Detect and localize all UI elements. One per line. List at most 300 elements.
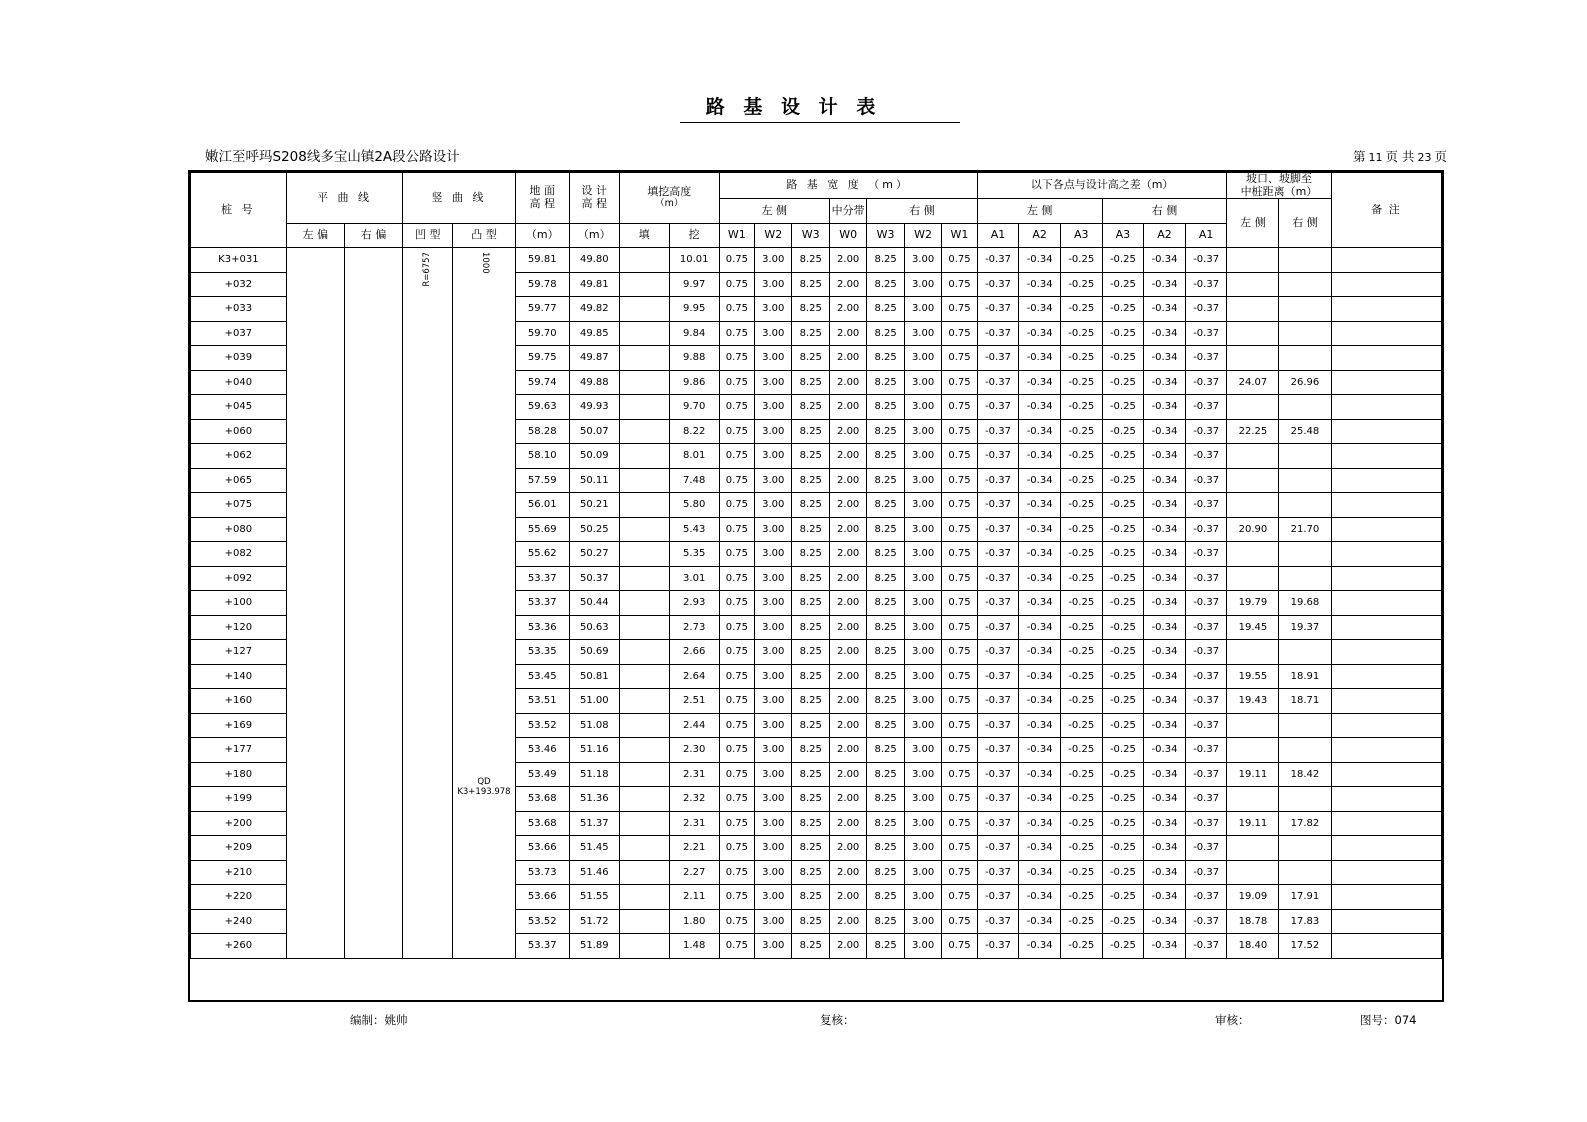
cell-w0: 2.00 (829, 811, 866, 836)
cell-remark (1331, 934, 1442, 959)
cell-la1: -0.37 (977, 566, 1019, 591)
cell-left-bias (286, 248, 344, 959)
th-w0: W0 (829, 223, 866, 248)
cell-stake: +177 (191, 738, 287, 763)
cell-remark (1331, 542, 1442, 567)
th-left-bias: 左 偏 (286, 223, 344, 248)
footer-compiler: 编制：姚帅 (350, 1013, 408, 1027)
cell-ra1: -0.37 (1185, 517, 1227, 542)
cell-lw2: 3.00 (755, 346, 792, 371)
th-plan-curve: 平 曲 线 (286, 173, 403, 224)
cell-ra3: -0.25 (1102, 321, 1144, 346)
cell-w0: 2.00 (829, 934, 866, 959)
page-number-info (1353, 147, 1447, 165)
cell-cut: 2.30 (669, 738, 719, 763)
cell-rw2: 3.00 (904, 860, 941, 885)
cell-slope-left (1227, 836, 1279, 861)
cell-lw3: 8.25 (792, 542, 829, 567)
cell-la1: -0.37 (977, 836, 1019, 861)
cell-rw2: 3.00 (904, 468, 941, 493)
cell-rw1: 0.75 (942, 395, 977, 420)
cell-rw3: 8.25 (867, 787, 904, 812)
cell-ra3: -0.25 (1102, 297, 1144, 322)
cell-stake: +032 (191, 272, 287, 297)
cell-slope-right (1279, 713, 1331, 738)
cell-rw1: 0.75 (942, 419, 977, 444)
cell-ground: 53.35 (515, 640, 569, 665)
th-la3: A3 (1060, 223, 1102, 248)
cell-la3: -0.25 (1060, 591, 1102, 616)
cell-ra1: -0.37 (1185, 542, 1227, 567)
cell-ground: 53.49 (515, 762, 569, 787)
cell-ground: 59.63 (515, 395, 569, 420)
cell-ground: 55.62 (515, 542, 569, 567)
cell-fill (619, 444, 669, 469)
cell-ra1: -0.37 (1185, 468, 1227, 493)
cell-slope-right (1279, 395, 1331, 420)
th-convex: 凸 型 (453, 223, 515, 248)
cell-la3: -0.25 (1060, 787, 1102, 812)
roadbed-design-table (190, 172, 1442, 959)
cell-la3: -0.25 (1060, 738, 1102, 763)
cell-slope-right: 17.82 (1279, 811, 1331, 836)
cell-ra1: -0.37 (1185, 566, 1227, 591)
page-mid: 页 共 (1385, 149, 1415, 164)
cell-la1: -0.37 (977, 591, 1019, 616)
cell-rw2: 3.00 (904, 346, 941, 371)
cell-w0: 2.00 (829, 860, 866, 885)
cell-lw2: 3.00 (755, 689, 792, 714)
cell-ra3: -0.25 (1102, 591, 1144, 616)
cell-lw2: 3.00 (755, 444, 792, 469)
cell-la3: -0.25 (1060, 811, 1102, 836)
cell-lw3: 8.25 (792, 248, 829, 273)
cell-la1: -0.37 (977, 811, 1019, 836)
cell-stake: +039 (191, 346, 287, 371)
cell-la1: -0.37 (977, 468, 1019, 493)
header-row-1 (191, 173, 1442, 199)
th-subgrade-width: 路 基 宽 度 （m） (719, 173, 977, 199)
cell-cut: 5.80 (669, 493, 719, 518)
cell-lw1: 0.75 (719, 909, 754, 934)
cell-design: 51.46 (569, 860, 619, 885)
cell-ra1: -0.37 (1185, 689, 1227, 714)
cell-ground: 53.37 (515, 591, 569, 616)
cell-remark (1331, 836, 1442, 861)
cell-lw3: 8.25 (792, 640, 829, 665)
cell-lw3: 8.25 (792, 566, 829, 591)
cell-lw3: 8.25 (792, 517, 829, 542)
footer-reviewer: 审核： (1215, 1013, 1250, 1027)
cell-ra2: -0.34 (1144, 713, 1186, 738)
cell-rw3: 8.25 (867, 713, 904, 738)
cell-ground: 59.70 (515, 321, 569, 346)
cell-stake: +080 (191, 517, 287, 542)
cell-lw3: 8.25 (792, 468, 829, 493)
cell-stake: +033 (191, 297, 287, 322)
cell-la2: -0.34 (1019, 885, 1061, 910)
cell-rw2: 3.00 (904, 836, 941, 861)
cell-slope-left: 19.79 (1227, 591, 1279, 616)
cell-ground: 55.69 (515, 517, 569, 542)
cell-right-bias (345, 248, 403, 959)
cell-ra1: -0.37 (1185, 321, 1227, 346)
cell-w0: 2.00 (829, 615, 866, 640)
cell-remark (1331, 321, 1442, 346)
cell-slope-right: 17.83 (1279, 909, 1331, 934)
cell-remark (1331, 615, 1442, 640)
cell-la2: -0.34 (1019, 248, 1061, 273)
cell-lw1: 0.75 (719, 615, 754, 640)
cell-slope-right (1279, 444, 1331, 469)
cell-ra1: -0.37 (1185, 248, 1227, 273)
cell-ground: 59.78 (515, 272, 569, 297)
cell-convex-curve (453, 248, 515, 959)
cell-rw3: 8.25 (867, 640, 904, 665)
cell-slope-left (1227, 248, 1279, 273)
cell-rw3: 8.25 (867, 248, 904, 273)
cell-lw2: 3.00 (755, 566, 792, 591)
cell-la1: -0.37 (977, 615, 1019, 640)
cell-rw1: 0.75 (942, 934, 977, 959)
th-ground-elev: 地 面 高 程 (515, 173, 569, 224)
cell-design: 50.69 (569, 640, 619, 665)
cell-ra2: -0.34 (1144, 664, 1186, 689)
cell-la2: -0.34 (1019, 640, 1061, 665)
cell-remark (1331, 444, 1442, 469)
cell-ra2: -0.34 (1144, 811, 1186, 836)
cell-ra1: -0.37 (1185, 591, 1227, 616)
cell-w0: 2.00 (829, 566, 866, 591)
cell-lw2: 3.00 (755, 591, 792, 616)
cell-ra1: -0.37 (1185, 885, 1227, 910)
cell-rw2: 3.00 (904, 542, 941, 567)
cell-la1: -0.37 (977, 517, 1019, 542)
cell-w0: 2.00 (829, 395, 866, 420)
cell-fill (619, 517, 669, 542)
cell-la1: -0.37 (977, 444, 1019, 469)
cell-cut: 9.95 (669, 297, 719, 322)
cell-cut: 9.84 (669, 321, 719, 346)
cell-slope-right: 18.42 (1279, 762, 1331, 787)
current-page: 11 (1368, 151, 1383, 164)
cell-slope-right (1279, 566, 1331, 591)
cell-lw1: 0.75 (719, 272, 754, 297)
cell-design: 49.81 (569, 272, 619, 297)
cell-la1: -0.37 (977, 885, 1019, 910)
cell-ground: 53.66 (515, 836, 569, 861)
cell-slope-right: 25.48 (1279, 419, 1331, 444)
cell-slope-right: 19.68 (1279, 591, 1331, 616)
cell-lw3: 8.25 (792, 836, 829, 861)
cell-stake: +140 (191, 664, 287, 689)
cell-la2: -0.34 (1019, 664, 1061, 689)
cell-la3: -0.25 (1060, 272, 1102, 297)
cell-ra2: -0.34 (1144, 909, 1186, 934)
cell-la3: -0.25 (1060, 517, 1102, 542)
cell-ra2: -0.34 (1144, 860, 1186, 885)
cell-lw3: 8.25 (792, 419, 829, 444)
cell-w0: 2.00 (829, 689, 866, 714)
cell-lw3: 8.25 (792, 934, 829, 959)
cell-ra2: -0.34 (1144, 542, 1186, 567)
th-cut: 挖 (669, 223, 719, 248)
cell-lw1: 0.75 (719, 738, 754, 763)
cell-slope-right (1279, 321, 1331, 346)
cell-la3: -0.25 (1060, 542, 1102, 567)
cell-rw1: 0.75 (942, 909, 977, 934)
cell-cut: 2.93 (669, 591, 719, 616)
cell-fill (619, 934, 669, 959)
cell-stake: +045 (191, 395, 287, 420)
cell-ra3: -0.25 (1102, 346, 1144, 371)
cell-rw3: 8.25 (867, 272, 904, 297)
cell-ra3: -0.25 (1102, 370, 1144, 395)
cell-ra2: -0.34 (1144, 297, 1186, 322)
cell-lw1: 0.75 (719, 542, 754, 567)
cell-la2: -0.34 (1019, 346, 1061, 371)
cell-la3: -0.25 (1060, 395, 1102, 420)
cell-cut: 2.21 (669, 836, 719, 861)
th-rw3: W3 (867, 223, 904, 248)
cell-design: 51.36 (569, 787, 619, 812)
th-diff-left: 左 侧 (977, 199, 1102, 224)
cell-fill (619, 542, 669, 567)
cell-ra2: -0.34 (1144, 321, 1186, 346)
cell-ra2: -0.34 (1144, 370, 1186, 395)
cell-la3: -0.25 (1060, 860, 1102, 885)
cell-ra2: -0.34 (1144, 493, 1186, 518)
cell-ra3: -0.25 (1102, 517, 1144, 542)
cell-fill (619, 395, 669, 420)
cell-la1: -0.37 (977, 762, 1019, 787)
cell-la1: -0.37 (977, 713, 1019, 738)
th-slope-left: 左 侧 (1227, 199, 1279, 248)
cell-ground: 53.68 (515, 811, 569, 836)
cell-lw2: 3.00 (755, 885, 792, 910)
cell-stake: +120 (191, 615, 287, 640)
cell-slope-left: 20.90 (1227, 517, 1279, 542)
cell-stake: +092 (191, 566, 287, 591)
cell-cut: 2.27 (669, 860, 719, 885)
cell-cut: 10.01 (669, 248, 719, 273)
cell-fill (619, 909, 669, 934)
cell-stake: +082 (191, 542, 287, 567)
cell-w0: 2.00 (829, 346, 866, 371)
cell-lw3: 8.25 (792, 860, 829, 885)
cell-slope-left (1227, 542, 1279, 567)
cell-slope-right: 19.37 (1279, 615, 1331, 640)
cell-la3: -0.25 (1060, 444, 1102, 469)
cell-lw3: 8.25 (792, 444, 829, 469)
cell-lw1: 0.75 (719, 468, 754, 493)
cell-cut: 3.01 (669, 566, 719, 591)
cell-ra3: -0.25 (1102, 811, 1144, 836)
cell-rw3: 8.25 (867, 762, 904, 787)
cell-lw1: 0.75 (719, 836, 754, 861)
cell-remark (1331, 566, 1442, 591)
cell-rw2: 3.00 (904, 811, 941, 836)
cell-cut: 1.80 (669, 909, 719, 934)
cell-remark (1331, 517, 1442, 542)
cell-cut: 9.70 (669, 395, 719, 420)
cell-stake: +040 (191, 370, 287, 395)
cell-lw2: 3.00 (755, 615, 792, 640)
cell-lw1: 0.75 (719, 713, 754, 738)
th-slope-distance: 坡口、坡脚至 中桩距离（m） (1227, 173, 1331, 199)
cell-la2: -0.34 (1019, 615, 1061, 640)
cell-rw2: 3.00 (904, 762, 941, 787)
cell-rw3: 8.25 (867, 370, 904, 395)
cell-rw3: 8.25 (867, 468, 904, 493)
cell-ra3: -0.25 (1102, 738, 1144, 763)
cell-remark (1331, 297, 1442, 322)
cell-fill (619, 664, 669, 689)
cell-slope-left (1227, 787, 1279, 812)
cell-ra3: -0.25 (1102, 713, 1144, 738)
cell-lw2: 3.00 (755, 493, 792, 518)
cell-fill (619, 885, 669, 910)
convex-length-label: 1000 (479, 252, 490, 274)
cell-la1: -0.37 (977, 297, 1019, 322)
cell-lw3: 8.25 (792, 297, 829, 322)
cell-lw2: 3.00 (755, 272, 792, 297)
cell-slope-left: 19.09 (1227, 885, 1279, 910)
cell-w0: 2.00 (829, 517, 866, 542)
cell-la1: -0.37 (977, 640, 1019, 665)
cell-rw2: 3.00 (904, 591, 941, 616)
cell-remark (1331, 395, 1442, 420)
cell-ra3: -0.25 (1102, 248, 1144, 273)
cell-rw2: 3.00 (904, 713, 941, 738)
cell-fill (619, 615, 669, 640)
cell-rw1: 0.75 (942, 762, 977, 787)
cell-rw2: 3.00 (904, 615, 941, 640)
cell-lw1: 0.75 (719, 860, 754, 885)
cell-rw2: 3.00 (904, 934, 941, 959)
cell-lw1: 0.75 (719, 493, 754, 518)
cell-slope-right: 21.70 (1279, 517, 1331, 542)
cell-rw3: 8.25 (867, 395, 904, 420)
cell-ra2: -0.34 (1144, 566, 1186, 591)
cell-lw1: 0.75 (719, 640, 754, 665)
cell-ground: 53.45 (515, 664, 569, 689)
cell-design: 49.87 (569, 346, 619, 371)
th-width-right: 右 侧 (867, 199, 977, 224)
cell-ra1: -0.37 (1185, 934, 1227, 959)
cell-remark (1331, 468, 1442, 493)
cell-lw1: 0.75 (719, 762, 754, 787)
cell-ground: 59.81 (515, 248, 569, 273)
cell-ground: 53.66 (515, 885, 569, 910)
cell-la2: -0.34 (1019, 860, 1061, 885)
cell-lw3: 8.25 (792, 762, 829, 787)
cell-lw1: 0.75 (719, 885, 754, 910)
cell-w0: 2.00 (829, 321, 866, 346)
cell-la2: -0.34 (1019, 787, 1061, 812)
cell-ra3: -0.25 (1102, 860, 1144, 885)
cell-rw1: 0.75 (942, 272, 977, 297)
cell-design: 50.07 (569, 419, 619, 444)
cell-w0: 2.00 (829, 640, 866, 665)
cell-la3: -0.25 (1060, 689, 1102, 714)
cell-rw2: 3.00 (904, 248, 941, 273)
cell-rw1: 0.75 (942, 640, 977, 665)
cell-lw2: 3.00 (755, 468, 792, 493)
cell-lw3: 8.25 (792, 321, 829, 346)
cell-stake: +199 (191, 787, 287, 812)
cell-slope-left (1227, 493, 1279, 518)
cell-la3: -0.25 (1060, 468, 1102, 493)
roadbed-design-table-wrap (190, 172, 1442, 959)
cell-stake: +240 (191, 909, 287, 934)
cell-ra3: -0.25 (1102, 689, 1144, 714)
cell-fill (619, 860, 669, 885)
cell-ra1: -0.37 (1185, 272, 1227, 297)
cell-lw2: 3.00 (755, 395, 792, 420)
cell-rw3: 8.25 (867, 297, 904, 322)
cell-ra3: -0.25 (1102, 542, 1144, 567)
cell-remark (1331, 811, 1442, 836)
cell-la3: -0.25 (1060, 640, 1102, 665)
page-prefix: 第 (1352, 149, 1366, 164)
cell-la3: -0.25 (1060, 885, 1102, 910)
cell-cut: 9.97 (669, 272, 719, 297)
cell-ra3: -0.25 (1102, 762, 1144, 787)
cell-concave-curve (403, 248, 453, 959)
cell-lw2: 3.00 (755, 787, 792, 812)
cell-lw3: 8.25 (792, 615, 829, 640)
cell-lw3: 8.25 (792, 346, 829, 371)
cell-la3: -0.25 (1060, 419, 1102, 444)
cell-la3: -0.25 (1060, 493, 1102, 518)
cell-remark (1331, 248, 1442, 273)
cell-lw1: 0.75 (719, 591, 754, 616)
cell-la3: -0.25 (1060, 909, 1102, 934)
cell-w0: 2.00 (829, 542, 866, 567)
cell-remark (1331, 738, 1442, 763)
cell-ground: 58.10 (515, 444, 569, 469)
cell-ra1: -0.37 (1185, 787, 1227, 812)
th-stake: 桩 号 (191, 173, 287, 248)
cell-remark (1331, 713, 1442, 738)
cell-rw1: 0.75 (942, 248, 977, 273)
cell-ground: 53.51 (515, 689, 569, 714)
cell-rw2: 3.00 (904, 885, 941, 910)
cell-w0: 2.00 (829, 468, 866, 493)
cell-lw2: 3.00 (755, 664, 792, 689)
cell-stake: +100 (191, 591, 287, 616)
cell-remark (1331, 762, 1442, 787)
cell-la1: -0.37 (977, 860, 1019, 885)
table-body (191, 248, 1442, 959)
cell-fill (619, 689, 669, 714)
th-rw1: W1 (942, 223, 977, 248)
cell-w0: 2.00 (829, 493, 866, 518)
cell-ground: 53.73 (515, 860, 569, 885)
cell-fill (619, 346, 669, 371)
cell-ground: 59.75 (515, 346, 569, 371)
cell-ground: 53.37 (515, 566, 569, 591)
cell-cut: 7.48 (669, 468, 719, 493)
cell-rw1: 0.75 (942, 370, 977, 395)
cell-la2: -0.34 (1019, 542, 1061, 567)
cell-lw3: 8.25 (792, 713, 829, 738)
cell-ground: 58.28 (515, 419, 569, 444)
cell-rw1: 0.75 (942, 493, 977, 518)
cell-lw3: 8.25 (792, 909, 829, 934)
cell-design: 51.00 (569, 689, 619, 714)
